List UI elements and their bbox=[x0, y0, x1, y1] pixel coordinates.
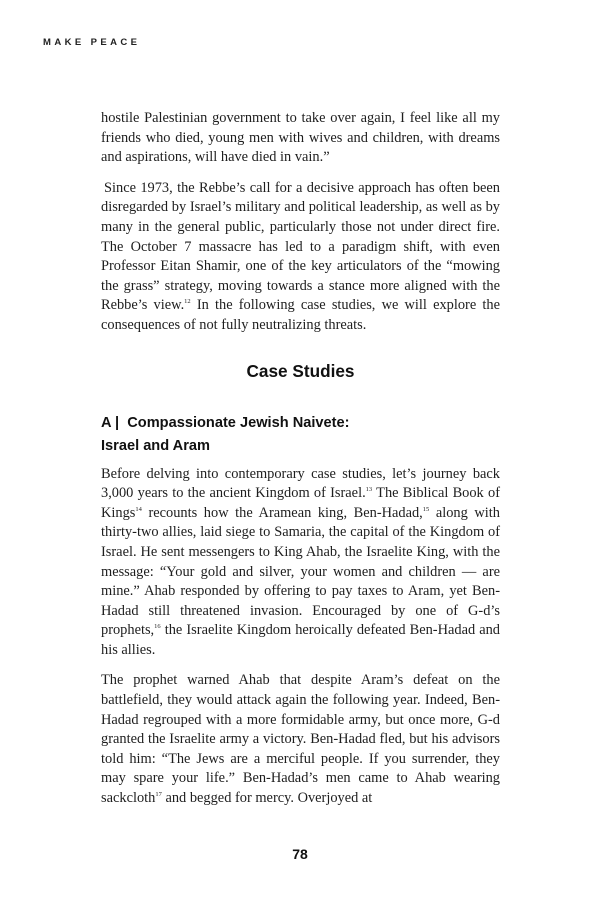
paragraph-text: Since 1973, the Rebbe’s call for a decisive approach has often been disregarded by Israel’s military and political leadership, as well as by many in the general public, particularly those not under direct fire. The October 7 massacre has led to a paradigm shift, with even Professor Eitan Shamir, one of the key articulators of the “mowing the grass” strategy, moving towards a stance more aligned with the Rebbe’s view. bbox=[101, 179, 500, 314]
page-number: 78 bbox=[292, 846, 308, 862]
paragraph bbox=[101, 465, 500, 661]
footnote-marker: 17 bbox=[155, 791, 162, 799]
paragraph-text: hostile Palestinian government to take over again, I feel like all my friends who died, young men with wives and children, with dreams and aspirations, will have died in vain.” bbox=[101, 110, 500, 166]
paragraph-text: and begged for mercy. Overjoyed at bbox=[161, 790, 373, 807]
footnote-marker: 16 bbox=[154, 623, 161, 631]
footnote-marker: 15 bbox=[422, 505, 430, 513]
footnote-marker: 13 bbox=[365, 486, 373, 494]
subsection-title-line1: Compassionate Jewish Naivete: bbox=[127, 414, 350, 431]
footnote-marker: 14 bbox=[135, 505, 142, 513]
paragraph-text: the Israelite Kingdom heroically defeated Ben-Hadad and his allies. bbox=[101, 622, 500, 658]
paragraph bbox=[101, 671, 500, 808]
paragraph bbox=[101, 179, 500, 336]
running-head: MAKE PEACE bbox=[43, 37, 141, 48]
paragraph-text: In the following case studies, we will explore the consequences of not fully neutralizing threats. bbox=[101, 297, 500, 333]
subsection-label: A | bbox=[101, 414, 120, 431]
paragraph-text: recounts how the Aramean king, Ben-Hadad, bbox=[141, 504, 423, 521]
subsection-title bbox=[101, 412, 500, 458]
paragraph bbox=[101, 109, 500, 168]
paragraph-text: The Biblical Book of Kings bbox=[101, 485, 500, 521]
paragraph-text: Before delving into contemporary case studies, let’s journey back 3,000 years to the ancient Kingdom of Israel. bbox=[101, 465, 500, 502]
footnote-marker: 12 bbox=[184, 298, 191, 306]
body-text bbox=[101, 109, 500, 809]
section-title: Case Studies bbox=[246, 360, 355, 381]
paragraph-text: The prophet warned Ahab that despite Aram’s defeat on the battlefield, they would attack again the following year. Indeed, Ben-Hadad regrouped with a more formidable army, but once more, G-d granted the Israelite army a victory. Ben-Hadad fled, but his advisors told him: “The Jews are a merciful people. If you surrender, they may spare your life.” Ben-Hadad’s men came to Ahab wearing sackcloth bbox=[101, 672, 500, 807]
paragraph-text: along with thirty-two allies, laid siege to Samaria, the capital of the Kingdom of Israel. He sent messengers to King Ahab, the Israelite King, with the message: “Your gold and silver, your women and children — are mine.” Ahab responded by offering to pay taxes to Aram, yet Ben-Hadad still threatened invasion. Encouraged by one of G-d’s prophets, bbox=[101, 504, 500, 639]
subsection-title-line2: Israel and Aram bbox=[101, 437, 210, 454]
